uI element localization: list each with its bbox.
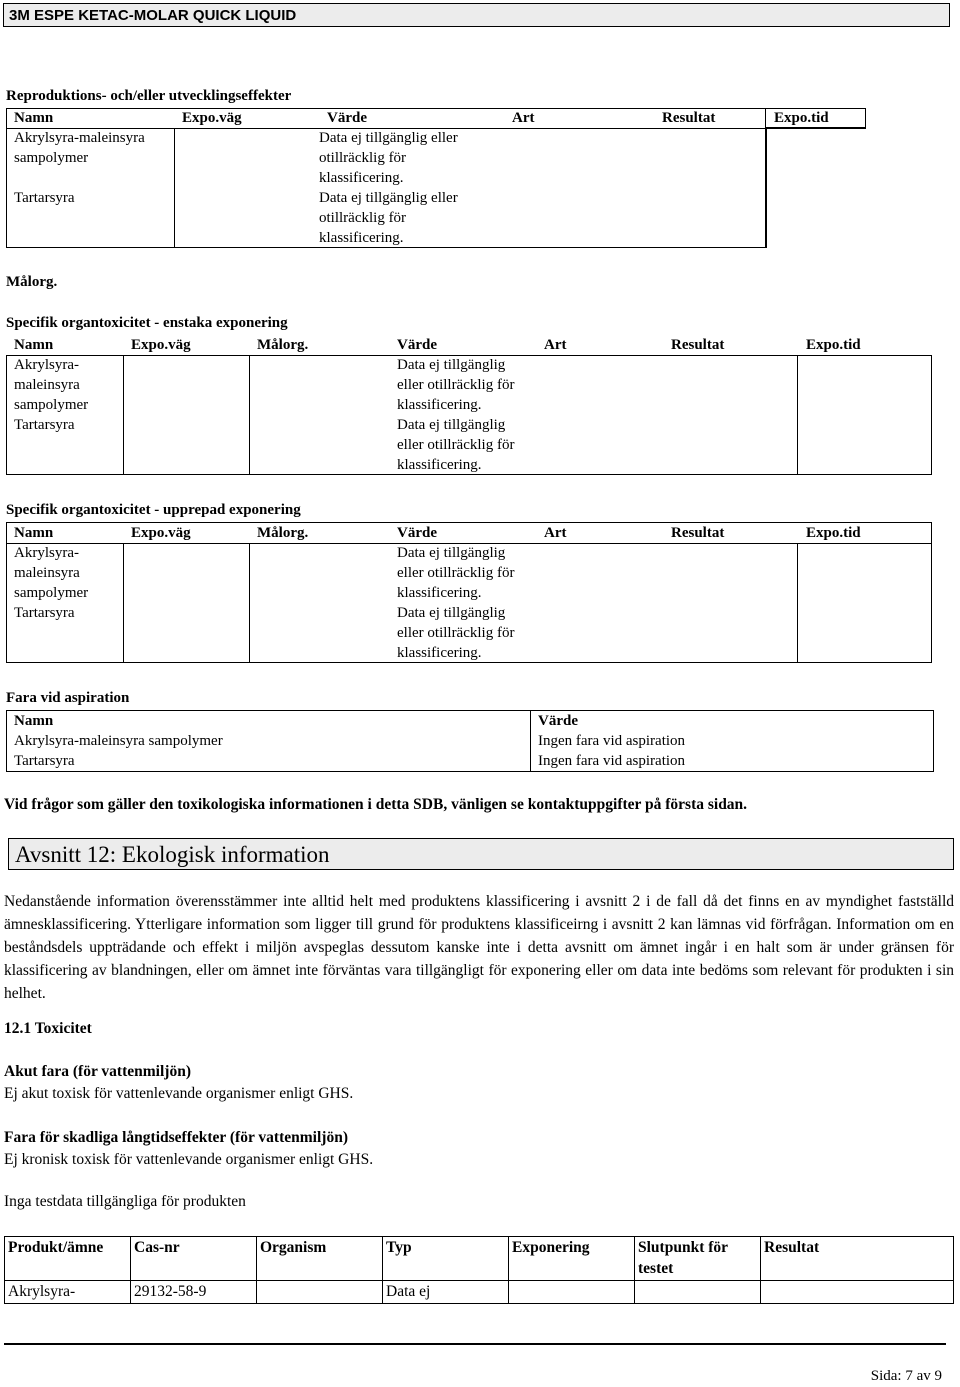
col-expovag: Expo.väg — [182, 110, 242, 126]
footer-divider — [4, 1343, 946, 1345]
col-varde: Värde — [327, 110, 367, 126]
table-row: Tartarsyra Data ej tillgänglig eller otillräcklig för klassificering. — [14, 190, 458, 246]
malorg-heading: Målorg. — [6, 274, 58, 290]
page-number: Sida: 7 av 9 — [870, 1368, 942, 1384]
chronic-text: Ej kronisk toxisk för vattenlevande organismer enligt GHS. — [4, 1151, 374, 1168]
col-expotid: Expo.tid — [774, 110, 829, 126]
table-row: Akrylsyra-maleinsyra sampolymer Data ej tillgänglig eller otillräcklig för klassificering. — [14, 357, 515, 413]
aspiration-heading: Fara vid aspiration — [6, 690, 130, 706]
single-heading: Specifik organtoxicitet - enstaka exponering — [6, 315, 288, 331]
chronic-heading: Fara för skadliga långtidseffekter (för vattenmiljön) — [4, 1129, 348, 1146]
contact-note: Vid frågor som gäller den toxikologiska informationen i detta SDB, vänligen se kontaktuppgifter på första sidan. — [4, 796, 748, 813]
tox-table: Produkt/ämne Cas-nr Organism Typ Exponering Slutpunkt för testet Resultat Akrylsyra- 29132-58-9 Data ej — [4, 1237, 954, 1304]
col-resultat: Resultat — [662, 110, 716, 126]
repeated-table: Namn Expo.väg Målorg. Värde Art Resultat Expo.tid Akrylsyra-maleinsyra sampolymer Data ej tillgänglig eller otillräcklig för klassificering. Tartarsyra Data ej tillgänglig eller otillräcklig för klassificering. — [6, 523, 932, 663]
table-row: Tartarsyra Data ej tillgänglig eller otillräcklig för klassificering. — [14, 417, 515, 473]
acute-text: Ej akut toxisk för vattenlevande organismer enligt GHS. — [4, 1085, 354, 1102]
table-row: Akrylsyra-maleinsyra sampolymer Data ej tillgänglig eller otillräcklig för klassificering. — [14, 545, 515, 601]
repro-heading: Reproduktions- och/eller utvecklingseffekter — [6, 88, 292, 104]
section-12-intro: Nedanstående information överensstämmer inte alltid helt med produktens klassificering i avsnitt 2 i de fall då det finns en av myndighet fastställd ämnesklassificering. Ytterligare information som ligger till grund för produktens klassificeirng i avsnitt 2 kan lämnas vid förfrågan. Information om en beståndsdels uppträdande och effekt i miljön avspeglas dessutom kanske inte i detta avsnitt om ämnet ingår i en halt som är under gränsen för klassificering av blandningen, eller om ämnet inte förväntas vara tillgängligt för exponering eller om data inte bedöms som relevant för produkten i sin helhet. — [4, 893, 954, 1002]
table-row: Tartarsyra Ingen fara vid aspiration — [14, 753, 686, 769]
acute-heading: Akut fara (för vattenmiljön) — [4, 1063, 191, 1080]
table-row: Akrylsyra-maleinsyra sampolymer Data ej tillgänglig eller otillräcklig för klassificering. — [14, 130, 458, 186]
table-row: Akrylsyra- 29132-58-9 Data ej — [8, 1283, 431, 1300]
table-row: Akrylsyra-maleinsyra sampolymer Ingen fara vid aspiration — [14, 733, 686, 749]
table-row: Tartarsyra Data ej tillgänglig eller otillräcklig för klassificering. — [14, 605, 515, 661]
no-test-data: Inga testdata tillgängliga för produkten — [4, 1193, 246, 1210]
subsection-heading: 12.1 Toxicitet — [4, 1020, 92, 1037]
repro-table — [6, 108, 866, 248]
repeated-heading: Specifik organtoxicitet - upprepad exponering — [6, 502, 301, 518]
col-art: Art — [512, 110, 535, 126]
aspiration-table: Namn Värde Akrylsyra-maleinsyra sampolymer Ingen fara vid aspiration Tartarsyra Ingen fara vid aspiration — [6, 711, 934, 771]
product-title: 3M ESPE KETAC-MOLAR QUICK LIQUID — [9, 7, 297, 24]
single-table: Namn Expo.väg Målorg. Värde Art Resultat Expo.tid Akrylsyra-maleinsyra sampolymer Data ej tillgänglig eller otillräcklig för klassificering. Tartarsyra Data ej tillgänglig eller otillräcklig för klassificering. — [6, 335, 932, 475]
document-header — [3, 3, 950, 27]
section-12-title: Avsnitt 12: Ekologisk information — [8, 838, 954, 870]
col-namn: Namn — [14, 110, 54, 126]
